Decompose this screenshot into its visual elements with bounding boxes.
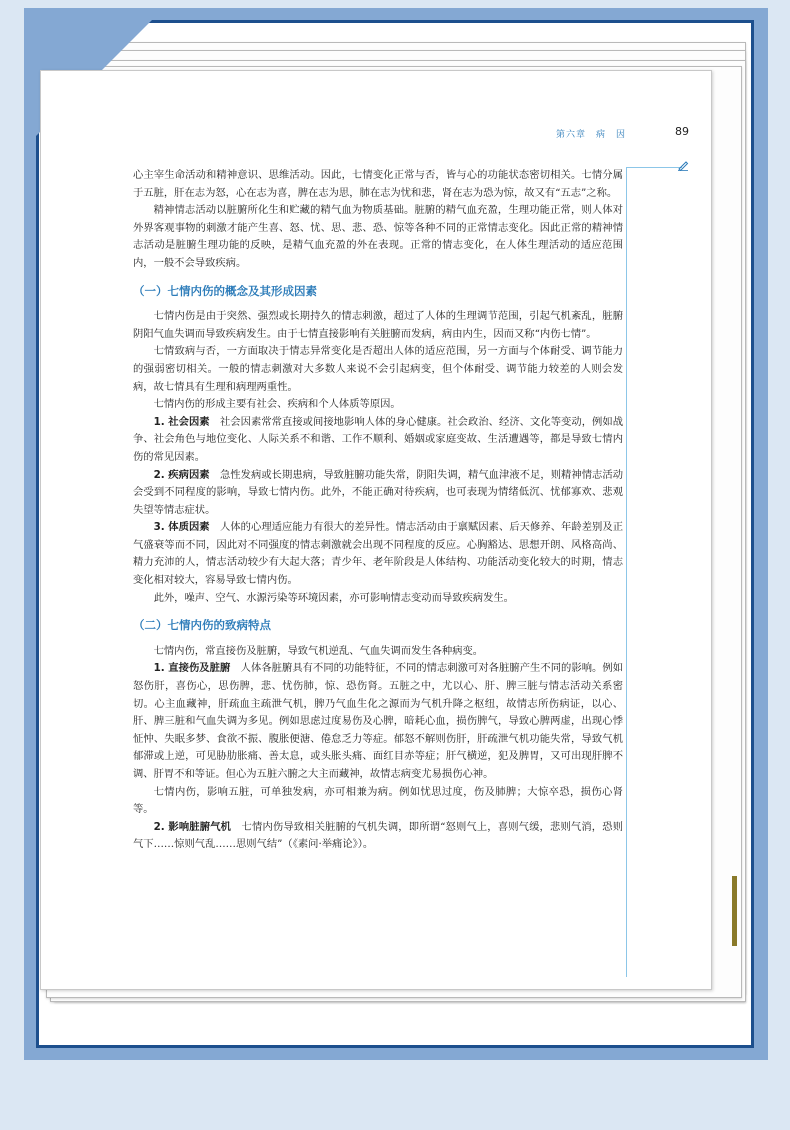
- paragraph: 七情内伤是由于突然、强烈或长期持久的情志刺激，超过了人体的生理调节范围，引起气机紊乱，脏腑阴阳气血失调而导致疾病发生。由于七情直接影响有关脏腑而发病，病由内生，因而又称“内伤七情”。: [133, 310, 623, 340]
- margin-rule-top: [626, 167, 682, 168]
- paragraph: [133, 519, 623, 589]
- paragraph: 七情内伤，常直接伤及脏腑，导致气机逆乱、气血失调而发生各种病变。: [153, 644, 484, 657]
- item-text: 社会因素常常直接或间接地影响人体的身心健康。社会政治、经济、文化等变动，例如战争、社会角色与地位变化、人际关系不和谐、工作不顺利、婚姻或家庭变故、生活遭遇等，都是导致七情内伤的常见因素。: [133, 415, 623, 463]
- page-number: 89: [675, 125, 689, 138]
- paragraph: 此外，噪声、空气、水源污染等环境因素，亦可影响情志变动而导致疾病发生。: [153, 591, 514, 604]
- item-heading: 1. 社会因素: [153, 415, 210, 428]
- pen-icon: [677, 159, 689, 171]
- paragraph: [133, 414, 623, 467]
- running-head: 第六章 病 因: [556, 130, 627, 140]
- item-heading: 3. 体质因素: [153, 521, 210, 534]
- paragraph: 七情内伤，影响五脏，可单独发病，亦可相兼为病。例如忧思过度，伤及肺脾；大惊卒恐，损伤心肾等。: [133, 785, 623, 816]
- item-heading: 2. 疾病因素: [153, 468, 210, 481]
- paragraph: [133, 467, 623, 520]
- paragraph: 精神情志活动以脏腑所化生和贮藏的精气血为物质基础。脏腑的精气血充盈，生理功能正常，则人体对外界客观事物的刺激才能产生喜、怒、忧、思、悲、恐、惊等各种不同的正常情志变化。因此正常的精神情志活动是脏腑生理功能的反映，是精气血充盈的外在表现。正常的情志变化，在人体生理活动的适应范围内，一般不会导致疾病。: [133, 204, 623, 269]
- paragraph: 七情内伤的形成主要有社会、疾病和个人体质等原因。: [153, 398, 401, 411]
- item-text: 七情内伤导致相关脏腑的气机失调，即所谓“怒则气上，喜则气缓，悲则气消，恐则气下……惊则气乱……思则气结”（《素问·举痛论》）。: [133, 820, 623, 851]
- book-page: [40, 70, 712, 990]
- section-heading: （二）七情内伤的致病特点: [133, 618, 271, 633]
- body-text: [133, 167, 623, 854]
- paragraph: 七情致病与否，一方面取决于情志异常变化是否超出人体的适应范围，另一方面与个体耐受、调节能力的强弱密切相关。一般的情志刺激对大多数人来说不会引起病变，但个体耐受、调节能力较差的人则会发病，故七情具有生理和病理两重性。: [133, 345, 623, 393]
- item-text: 人体的心理适应能力有很大的差异性。情志活动由于禀赋因素、后天修养、年龄差别及正气盛衰等而不同，因此对不同强度的情志刺激就会出现不同程度的反应。心胸豁达、思想开朗、风格高尚、精力充沛的人，情志活动较少有大起大落；青少年、老年阶段是人体结构、功能活动变化较大的时期，情志变化相对较大，容易导致七情内伤。: [133, 521, 623, 587]
- page-stack-color-edge: [732, 876, 737, 946]
- paragraph: [133, 819, 623, 854]
- paragraph: [133, 660, 623, 783]
- item-text: 急性发病或长期患病，导致脏腑功能失常，阴阳失调，精气血津液不足，则精神情志活动会受到不同程度的影响，导致七情内伤。此外，不能正确对待疾病，也可表现为情绪低沉、忧郁寡欢、悲观失望等情志症状。: [133, 468, 623, 516]
- item-heading: 2. 影响脏腑气机: [153, 820, 232, 833]
- paragraph: 心主宰生命活动和精神意识、思维活动。因此，七情变化正常与否，皆与心的功能状态密切相关。七情分属于五脏，肝在志为怒，心在志为喜，脾在志为思，肺在志为忧和悲，肾在志为恐为惊，故又有“五志”之称。: [133, 169, 623, 199]
- section-heading: （一）七情内伤的概念及其形成因素: [133, 283, 317, 298]
- item-heading: 1. 直接伤及脏腑: [153, 662, 231, 675]
- item-text: 人体各脏腑具有不同的功能特征，不同的情志刺激可对各脏腑产生不同的影响。例如怒伤肝，喜伤心，思伤脾，悲、忧伤肺，惊、恐伤肾。五脏之中，尤以心、肝、脾三脏与情志活动关系密切。心主血藏神，肝疏血主疏泄气机，脾乃气血生化之源而为气机升降之枢纽，故情志所伤病证，以心、肝、脾三脏和气血失调为多见。例如思虑过度易伤及心脾，暗耗心血，损伤脾气，导致心脾两虚，出现心悸怔忡、失眠多梦、食欲不振、腹胀便溏、倦怠乏力等症。郁怒不解则伤肝，肝疏泄气机功能失常，导致气机郁滞或上逆，可见胁肋胀痛、善太息，或头胀头痛、面红目赤等症；肝气横逆，犯及脾胃，又可出现肝脾不调、肝胃不和等证。但心为五脏六腑之大主而藏神，故情志病变尤易损伤心神。: [133, 662, 623, 780]
- margin-rule: [626, 167, 627, 977]
